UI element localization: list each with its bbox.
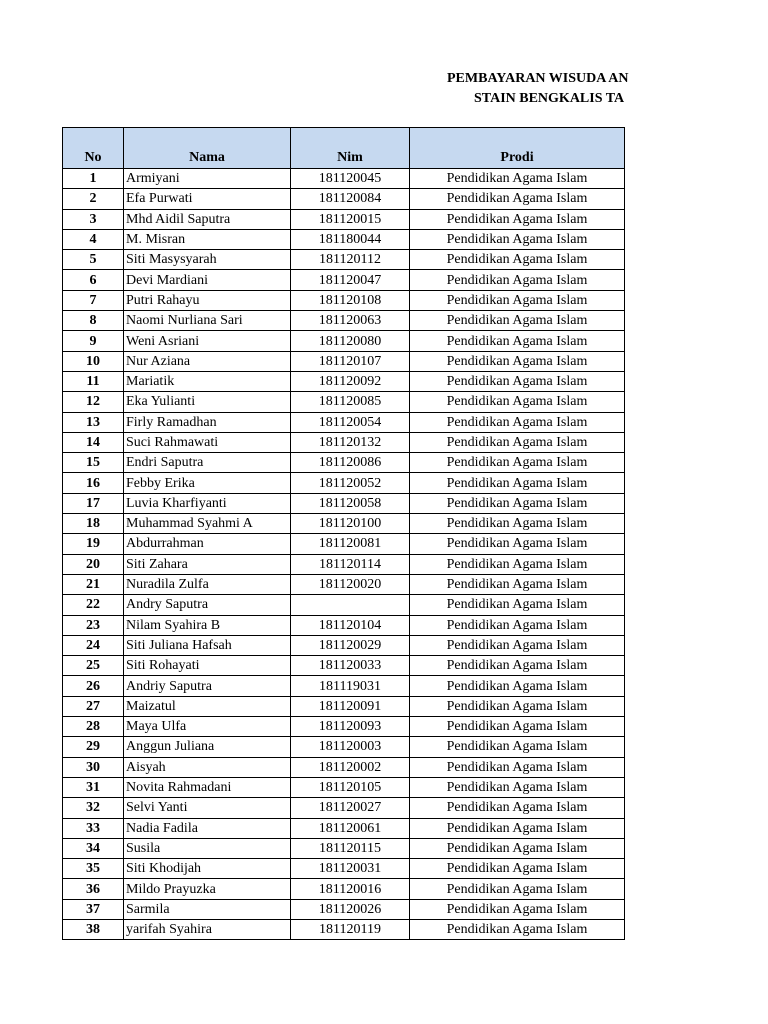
cell-no: 37 bbox=[63, 899, 124, 919]
table-row bbox=[63, 554, 625, 574]
header-prodi: Prodi bbox=[410, 128, 625, 169]
table-row bbox=[63, 453, 625, 473]
cell-no: 5 bbox=[63, 250, 124, 270]
cell-no: 4 bbox=[63, 229, 124, 249]
cell-no: 7 bbox=[63, 290, 124, 310]
cell-nim: 181120016 bbox=[291, 879, 410, 899]
cell-nama: Novita Rahmadani bbox=[124, 777, 291, 797]
cell-prodi: Pendidikan Agama Islam bbox=[410, 493, 625, 513]
cell-nama: Endri Saputra bbox=[124, 453, 291, 473]
cell-nim: 181120132 bbox=[291, 432, 410, 452]
table-row bbox=[63, 656, 625, 676]
cell-prodi: Pendidikan Agama Islam bbox=[410, 838, 625, 858]
cell-prodi: Pendidikan Agama Islam bbox=[410, 777, 625, 797]
cell-nama: Abdurrahman bbox=[124, 534, 291, 554]
cell-nim: 181120054 bbox=[291, 412, 410, 432]
cell-no: 17 bbox=[63, 493, 124, 513]
cell-nama: Selvi Yanti bbox=[124, 798, 291, 818]
table-row bbox=[63, 818, 625, 838]
table-row bbox=[63, 919, 625, 939]
table-row bbox=[63, 189, 625, 209]
cell-nama: Nur Aziana bbox=[124, 351, 291, 371]
cell-prodi: Pendidikan Agama Islam bbox=[410, 514, 625, 534]
cell-nim: 181120084 bbox=[291, 189, 410, 209]
cell-prodi: Pendidikan Agama Islam bbox=[410, 290, 625, 310]
table-row bbox=[63, 717, 625, 737]
cell-nim: 181120027 bbox=[291, 798, 410, 818]
table-row bbox=[63, 534, 625, 554]
cell-no: 19 bbox=[63, 534, 124, 554]
cell-prodi: Pendidikan Agama Islam bbox=[410, 473, 625, 493]
cell-nim: 181120029 bbox=[291, 635, 410, 655]
cell-nama: Putri Rahayu bbox=[124, 290, 291, 310]
cell-nama: Maizatul bbox=[124, 696, 291, 716]
cell-nama: yarifah Syahira bbox=[124, 919, 291, 939]
cell-nim: 181120093 bbox=[291, 717, 410, 737]
cell-no: 6 bbox=[63, 270, 124, 290]
table-row bbox=[63, 432, 625, 452]
cell-no: 36 bbox=[63, 879, 124, 899]
table-row bbox=[63, 777, 625, 797]
table-row bbox=[63, 412, 625, 432]
cell-nama: Naomi Nurliana Sari bbox=[124, 311, 291, 331]
table-row bbox=[63, 209, 625, 229]
cell-prodi: Pendidikan Agama Islam bbox=[410, 859, 625, 879]
cell-no: 26 bbox=[63, 676, 124, 696]
cell-nama: Armiyani bbox=[124, 169, 291, 189]
cell-nama: Suci Rahmawati bbox=[124, 432, 291, 452]
header-no: No bbox=[63, 128, 124, 169]
cell-no: 18 bbox=[63, 514, 124, 534]
cell-no: 23 bbox=[63, 615, 124, 635]
cell-prodi: Pendidikan Agama Islam bbox=[410, 392, 625, 412]
cell-nim: 181120086 bbox=[291, 453, 410, 473]
cell-nama: Nadia Fadila bbox=[124, 818, 291, 838]
cell-nama: Aisyah bbox=[124, 757, 291, 777]
table-row bbox=[63, 169, 625, 189]
cell-nim: 181120112 bbox=[291, 250, 410, 270]
cell-prodi: Pendidikan Agama Islam bbox=[410, 635, 625, 655]
cell-no: 10 bbox=[63, 351, 124, 371]
table-row bbox=[63, 838, 625, 858]
table-row bbox=[63, 798, 625, 818]
table-row bbox=[63, 615, 625, 635]
cell-no: 14 bbox=[63, 432, 124, 452]
cell-prodi: Pendidikan Agama Islam bbox=[410, 696, 625, 716]
table-row bbox=[63, 696, 625, 716]
cell-prodi: Pendidikan Agama Islam bbox=[410, 554, 625, 574]
title-line-2: STAIN BENGKALIS TA bbox=[474, 91, 625, 106]
cell-prodi: Pendidikan Agama Islam bbox=[410, 574, 625, 594]
table-row bbox=[63, 635, 625, 655]
cell-nama: Nuradila Zulfa bbox=[124, 574, 291, 594]
cell-nim: 181120052 bbox=[291, 473, 410, 493]
table-row bbox=[63, 229, 625, 249]
cell-nama: Febby Erika bbox=[124, 473, 291, 493]
cell-prodi: Pendidikan Agama Islam bbox=[410, 676, 625, 696]
cell-nama: Anggun Juliana bbox=[124, 737, 291, 757]
table-row bbox=[63, 290, 625, 310]
cell-no: 33 bbox=[63, 818, 124, 838]
table-row bbox=[63, 737, 625, 757]
cell-prodi: Pendidikan Agama Islam bbox=[410, 615, 625, 635]
cell-nama: Siti Juliana Hafsah bbox=[124, 635, 291, 655]
table-row bbox=[63, 392, 625, 412]
cell-prodi: Pendidikan Agama Islam bbox=[410, 757, 625, 777]
table-row bbox=[63, 859, 625, 879]
cell-nim: 181120100 bbox=[291, 514, 410, 534]
cell-no: 38 bbox=[63, 919, 124, 939]
cell-no: 9 bbox=[63, 331, 124, 351]
cell-no: 35 bbox=[63, 859, 124, 879]
table-row bbox=[63, 270, 625, 290]
cell-nim: 181120015 bbox=[291, 209, 410, 229]
cell-nim: 181120119 bbox=[291, 919, 410, 939]
cell-nama: Susila bbox=[124, 838, 291, 858]
table-row bbox=[63, 493, 625, 513]
cell-nama: Siti Zahara bbox=[124, 554, 291, 574]
cell-nim: 181120115 bbox=[291, 838, 410, 858]
cell-nama: Weni Asriani bbox=[124, 331, 291, 351]
cell-nim: 181120107 bbox=[291, 351, 410, 371]
cell-prodi: Pendidikan Agama Islam bbox=[410, 371, 625, 391]
cell-nama: Andriy Saputra bbox=[124, 676, 291, 696]
cell-no: 30 bbox=[63, 757, 124, 777]
document-title bbox=[0, 0, 632, 115]
cell-nim: 181120058 bbox=[291, 493, 410, 513]
cell-nama: Eka Yulianti bbox=[124, 392, 291, 412]
cell-nim: 181120091 bbox=[291, 696, 410, 716]
cell-prodi: Pendidikan Agama Islam bbox=[410, 270, 625, 290]
cell-nama: Sarmila bbox=[124, 899, 291, 919]
cell-nim: 181120002 bbox=[291, 757, 410, 777]
cell-prodi: Pendidikan Agama Islam bbox=[410, 331, 625, 351]
cell-no: 25 bbox=[63, 656, 124, 676]
cell-nim: 181120033 bbox=[291, 656, 410, 676]
cell-no: 2 bbox=[63, 189, 124, 209]
title-line-1: PEMBAYARAN WISUDA AN bbox=[447, 71, 629, 86]
table-row bbox=[63, 311, 625, 331]
cell-nama: Devi Mardiani bbox=[124, 270, 291, 290]
cell-prodi: Pendidikan Agama Islam bbox=[410, 737, 625, 757]
table-row bbox=[63, 879, 625, 899]
cell-nim: 181120085 bbox=[291, 392, 410, 412]
cell-no: 24 bbox=[63, 635, 124, 655]
cell-prodi: Pendidikan Agama Islam bbox=[410, 432, 625, 452]
table-row bbox=[63, 899, 625, 919]
cell-nama: Mariatik bbox=[124, 371, 291, 391]
cell-nama: M. Misran bbox=[124, 229, 291, 249]
cell-no: 1 bbox=[63, 169, 124, 189]
cell-no: 34 bbox=[63, 838, 124, 858]
table-row bbox=[63, 351, 625, 371]
cell-nim bbox=[291, 595, 410, 615]
cell-prodi: Pendidikan Agama Islam bbox=[410, 189, 625, 209]
cell-prodi: Pendidikan Agama Islam bbox=[410, 453, 625, 473]
cell-nama: Siti Rohayati bbox=[124, 656, 291, 676]
cell-no: 12 bbox=[63, 392, 124, 412]
header-nama: Nama bbox=[124, 128, 291, 169]
cell-no: 29 bbox=[63, 737, 124, 757]
cell-nim: 181120026 bbox=[291, 899, 410, 919]
header-nim: Nim bbox=[291, 128, 410, 169]
cell-nim: 181120114 bbox=[291, 554, 410, 574]
cell-nim: 181120020 bbox=[291, 574, 410, 594]
cell-nim: 181120031 bbox=[291, 859, 410, 879]
cell-no: 3 bbox=[63, 209, 124, 229]
cell-prodi: Pendidikan Agama Islam bbox=[410, 879, 625, 899]
table-row bbox=[63, 676, 625, 696]
cell-no: 16 bbox=[63, 473, 124, 493]
cell-nama: Muhammad Syahmi A bbox=[124, 514, 291, 534]
table-header-row bbox=[63, 128, 625, 169]
table-row bbox=[63, 574, 625, 594]
cell-prodi: Pendidikan Agama Islam bbox=[410, 229, 625, 249]
cell-nama: Mhd Aidil Saputra bbox=[124, 209, 291, 229]
table-row bbox=[63, 250, 625, 270]
cell-nama: Maya Ulfa bbox=[124, 717, 291, 737]
cell-nama: Mildo Prayuzka bbox=[124, 879, 291, 899]
cell-no: 31 bbox=[63, 777, 124, 797]
cell-prodi: Pendidikan Agama Islam bbox=[410, 717, 625, 737]
cell-nim: 181120105 bbox=[291, 777, 410, 797]
table-row bbox=[63, 514, 625, 534]
cell-no: 32 bbox=[63, 798, 124, 818]
cell-nim: 181119031 bbox=[291, 676, 410, 696]
cell-prodi: Pendidikan Agama Islam bbox=[410, 250, 625, 270]
cell-no: 28 bbox=[63, 717, 124, 737]
cell-prodi: Pendidikan Agama Islam bbox=[410, 919, 625, 939]
table-row bbox=[63, 595, 625, 615]
cell-prodi: Pendidikan Agama Islam bbox=[410, 534, 625, 554]
cell-nim: 181120081 bbox=[291, 534, 410, 554]
table-row bbox=[63, 371, 625, 391]
cell-nim: 181120047 bbox=[291, 270, 410, 290]
cell-nim: 181120063 bbox=[291, 311, 410, 331]
cell-nim: 181120104 bbox=[291, 615, 410, 635]
cell-nama: Luvia Kharfiyanti bbox=[124, 493, 291, 513]
cell-no: 8 bbox=[63, 311, 124, 331]
cell-no: 27 bbox=[63, 696, 124, 716]
cell-nim: 181180044 bbox=[291, 229, 410, 249]
payment-table bbox=[62, 127, 625, 940]
cell-prodi: Pendidikan Agama Islam bbox=[410, 209, 625, 229]
cell-prodi: Pendidikan Agama Islam bbox=[410, 311, 625, 331]
table-row bbox=[63, 473, 625, 493]
table-body bbox=[63, 169, 625, 940]
cell-prodi: Pendidikan Agama Islam bbox=[410, 169, 625, 189]
cell-prodi: Pendidikan Agama Islam bbox=[410, 656, 625, 676]
cell-nim: 181120045 bbox=[291, 169, 410, 189]
cell-no: 15 bbox=[63, 453, 124, 473]
cell-nama: Nilam Syahira B bbox=[124, 615, 291, 635]
table-row bbox=[63, 757, 625, 777]
cell-nim: 181120080 bbox=[291, 331, 410, 351]
cell-nim: 181120003 bbox=[291, 737, 410, 757]
cell-prodi: Pendidikan Agama Islam bbox=[410, 412, 625, 432]
cell-prodi: Pendidikan Agama Islam bbox=[410, 351, 625, 371]
cell-nim: 181120061 bbox=[291, 818, 410, 838]
cell-nama: Siti Masysyarah bbox=[124, 250, 291, 270]
cell-prodi: Pendidikan Agama Islam bbox=[410, 899, 625, 919]
cell-no: 13 bbox=[63, 412, 124, 432]
cell-no: 11 bbox=[63, 371, 124, 391]
cell-nim: 181120092 bbox=[291, 371, 410, 391]
cell-nim: 181120108 bbox=[291, 290, 410, 310]
cell-no: 22 bbox=[63, 595, 124, 615]
cell-nama: Efa Purwati bbox=[124, 189, 291, 209]
cell-prodi: Pendidikan Agama Islam bbox=[410, 818, 625, 838]
cell-nama: Firly Ramadhan bbox=[124, 412, 291, 432]
cell-prodi: Pendidikan Agama Islam bbox=[410, 798, 625, 818]
table-row bbox=[63, 331, 625, 351]
cell-nama: Andry Saputra bbox=[124, 595, 291, 615]
cell-nama: Siti Khodijah bbox=[124, 859, 291, 879]
cell-no: 20 bbox=[63, 554, 124, 574]
cell-no: 21 bbox=[63, 574, 124, 594]
cell-prodi: Pendidikan Agama Islam bbox=[410, 595, 625, 615]
